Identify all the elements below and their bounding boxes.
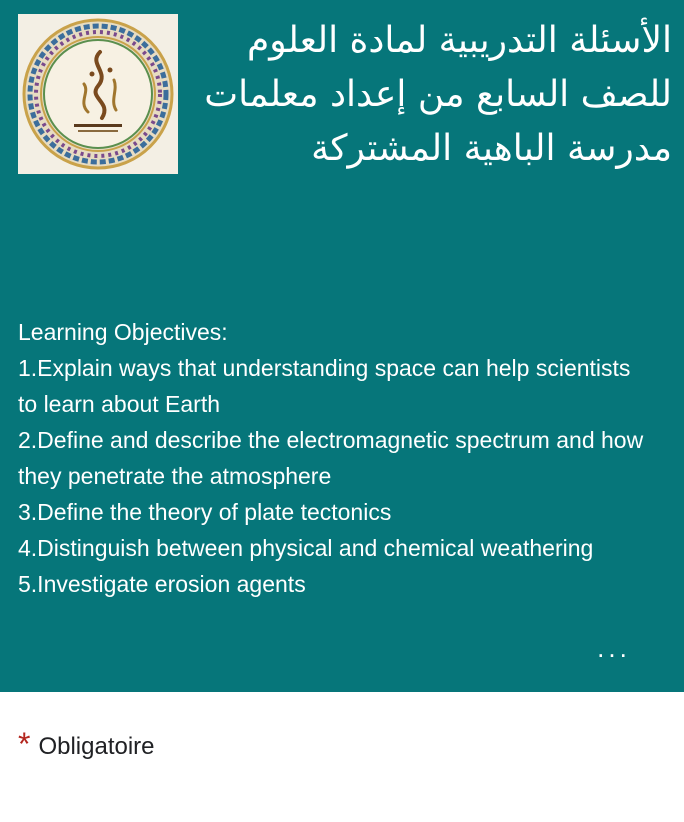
objective-line: 2.Define and describe the electromagnetic spectrum and how <box>18 427 644 453</box>
required-notice <box>18 728 155 768</box>
more-options-icon[interactable] <box>590 630 638 666</box>
required-label: Obligatoire <box>38 733 155 760</box>
objective-line: 5.Investigate erosion agents <box>18 571 306 597</box>
title-line: للصف السابع من إعداد معلمات <box>204 74 672 115</box>
objective-line: 3.Define the theory of plate tectonics <box>18 499 392 525</box>
objective-line: 4.Distinguish between physical and chemical weathering <box>18 535 594 561</box>
school-logo-icon <box>18 14 178 174</box>
objective-line: they penetrate the atmosphere <box>18 463 332 489</box>
more-label: ... <box>597 633 631 663</box>
form-title <box>204 14 672 176</box>
required-asterisk-icon: * <box>18 726 31 762</box>
objectives-heading: Learning Objectives: <box>18 319 228 345</box>
objective-line: to learn about Earth <box>18 391 221 417</box>
title-line: مدرسة الباهية المشتركة <box>311 128 672 169</box>
title-line: الأسئلة التدريبية لمادة العلوم <box>246 20 672 61</box>
form-description <box>18 314 678 602</box>
objective-line: 1.Explain ways that understanding space can help scientists <box>18 355 631 381</box>
